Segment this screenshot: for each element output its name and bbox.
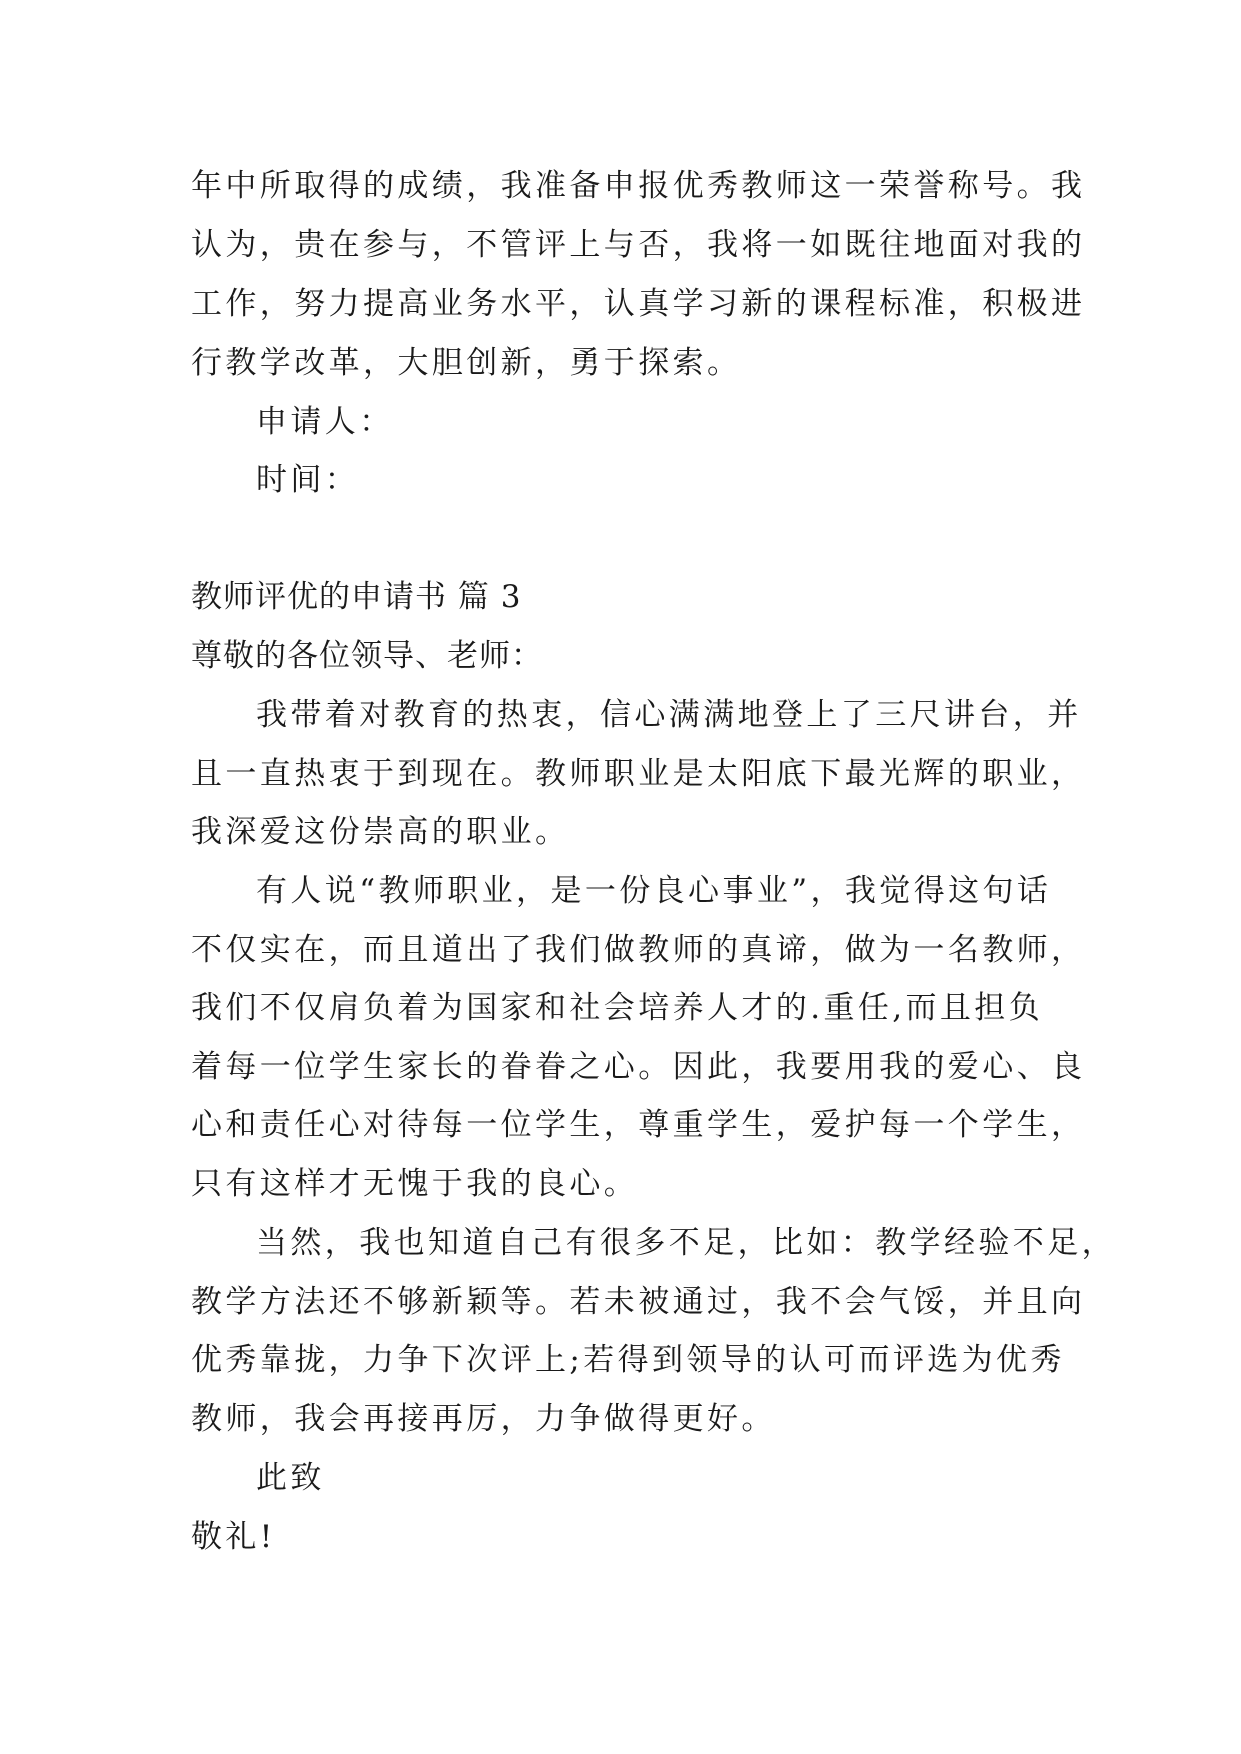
date-label: 时间： [256,462,360,498]
paragraph-line: 且一直热衷于到现在。教师职业是太阳底下最光辉的职业， [191,756,1086,792]
paragraph-line: 教师，我会再接再厉，力争做得更好。 [191,1401,776,1437]
regards: 敬礼! [191,1519,276,1555]
paragraph-line: 工作，努力提高业务水平，认真学习新的课程标准，积极进 [191,286,1086,322]
section-title: 教师评优的申请书 篇 3 [191,579,522,615]
paragraph-line: 年中所取得的成绩，我准备申报优秀教师这一荣誉称号。我 [191,168,1086,204]
paragraph-line: 有人说“教师职业，是一份良心事业”，我觉得这句话 [256,873,1052,909]
paragraph-line: 我深爱这份崇高的职业。 [191,814,570,850]
paragraph-line: 认为，贵在参与，不管评上与否，我将一如既往地面对我的 [191,227,1086,263]
paragraph-line: 不仅实在，而且道出了我们做教师的真谛，做为一名教师， [191,932,1086,968]
paragraph-line: 着每一位学生家长的眷眷之心。因此，我要用我的爱心、良 [191,1049,1086,1085]
salutation: 尊敬的各位领导、老师： [191,638,543,674]
applicant-label: 申请人： [256,404,394,440]
paragraph-line: 行教学改革，大胆创新，勇于探索。 [191,345,742,381]
paragraph-line: 只有这样才无愧于我的良心。 [191,1166,639,1202]
paragraph-line: 我们不仅肩负着为国家和社会培养人才的.重任,而且担负 [191,990,1044,1026]
paragraph-line: 优秀靠拢，力争下次评上;若得到领导的认可而评选为优秀 [191,1342,1065,1378]
paragraph-line: 心和责任心对待每一位学生，尊重学生，爱护每一个学生， [191,1107,1086,1143]
paragraph-line: 教学方法还不够新颖等。若未被通过，我不会气馁，并且向 [191,1284,1086,1320]
closing: 此致 [256,1460,325,1496]
paragraph-line: 当然，我也知道自己有很多不足，比如：教学经验不足， [256,1225,1116,1261]
paragraph-line: 我带着对教育的热衷，信心满满地登上了三尺讲台，并 [256,697,1082,733]
